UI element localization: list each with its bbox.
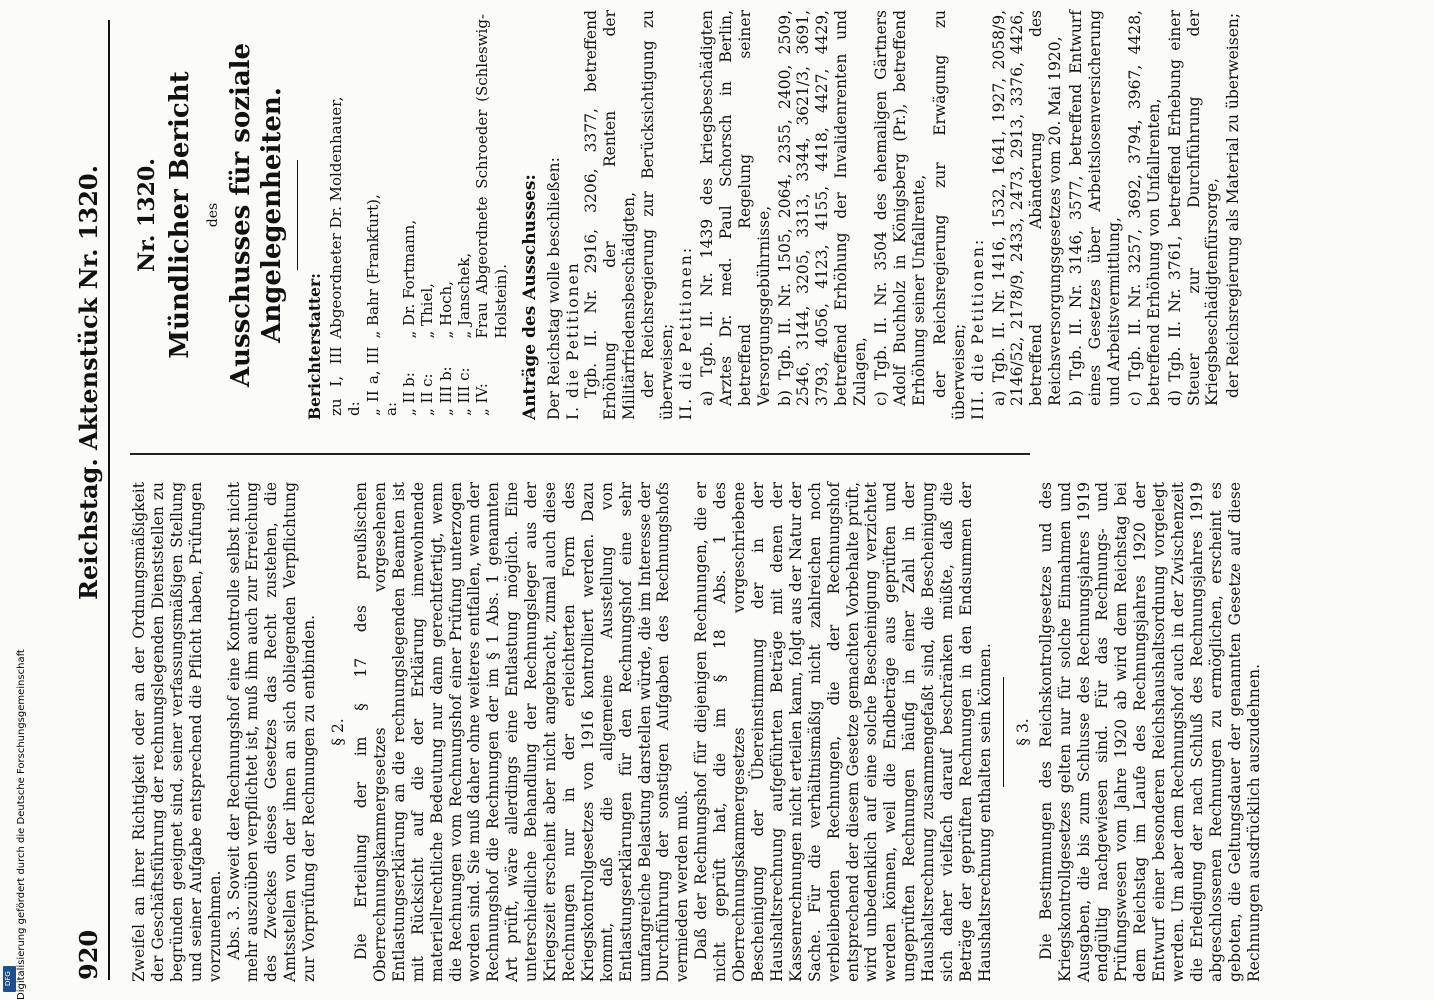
dfg-credit: Digitalisierung gefördert durch die Deutsche Forschungsgemeinschaft [16, 649, 27, 1000]
rotated-printed-page [70, 0, 1434, 1000]
document-designation: des [204, 202, 221, 228]
dfg-logo-text: DFG [4, 971, 12, 986]
section-i-heading: I. die Petitionen [563, 261, 582, 420]
section-i-decision: der Reichsregierung zur Berücksichtigung zu überweisen; [639, 10, 677, 420]
reporter-name: „ Dr. Fortmann, [400, 219, 419, 339]
dfg-logo [3, 966, 16, 992]
motions-heading: Anträge des Ausschusses: [519, 174, 540, 420]
reporter-row [418, 10, 436, 420]
petition-item: d) Tgb. II. Nr. 3761, betreffend Erhebung einer Steuer zur Durchführung der Kriegsbeschädigtenfürsorge, [1165, 10, 1222, 406]
reporter-name: Frau Abgeordnete Schroeder (Schleswig-Holstein). [473, 14, 510, 339]
section-iii-decision: der Reichsregierung als Material zu überweisen; [1224, 12, 1243, 398]
header-rule [108, 20, 110, 980]
running-title: Reichstag. Aktenstück Nr. 1320. [74, 165, 103, 600]
petition-item: a) Tgb. II. Nr. 1416, 1532, 1641, 1927, 2058/9, 2146/52, 2178/9, 2433, 2473, 2913, 3376, 4426, betreffend Abänderung des Reichsversorgungsgesetzes vom 20. Mai 1920, [989, 10, 1065, 406]
section-iii-heading: III. die Petitionen: [968, 237, 987, 420]
reporter-range: „ II a, III a: [363, 346, 400, 416]
reporter-name: „ Janschek, [455, 252, 474, 339]
section-ii-decision: der Reichsregierung zur Erwägung zu überweisen; [930, 10, 968, 420]
paragraph: Abs. 3. Soweit der Rechnungshof eine Kontrolle selbst nicht mehr auszuüben verpflichtet ist, muß ihm auch zur Erreichung des Zweckes dieses Gesetzes das Recht zustehen, die Amtsstellen von der ihnen an sich obliegenden Verpflichtung zur Vorprüfung der Rechnungen zu entbinden. [224, 482, 319, 982]
section-i-text: Tgb. II. Nr. 2916, 3206, 3377, betreffend Erhöhung der Renten der Militärfriedensbeschädigten, [582, 10, 639, 420]
petition-item: c) Tgb. II. Nr. 3257, 3692, 3794, 3967, 4428, betreffend Erhöhung von Unfallrenten, [1125, 10, 1163, 406]
petition-item: c) Tgb. II. Nr. 3504 des ehemaligen Gärtners Adolf Buchholz in Königsberg (Pr.), betreffend Erhöhung seiner Unfallrente, [872, 10, 928, 406]
reporter-row [437, 10, 455, 420]
reporter-name: „ Thiel, [418, 283, 437, 339]
reporter-range: „ III c: [455, 367, 474, 416]
petition-item: a) Tgb. II. Nr. 1439 des kriegsbeschädigten Arztes Dr. med. Paul Schorsch in Berlin, betreffend Regelung seiner Versorgungsgebührnisse, [697, 10, 773, 406]
petition-item: b) Tgb. II. Nr. 3146, 3577, betreffend Entwurf eines Gesetzes über Arbeitslosenversicherung und Arbeitsvermittlung, [1067, 10, 1123, 406]
reporter-row [400, 10, 418, 420]
reporter-name: Abgeordneter Dr. Moldenhauer, [326, 96, 345, 339]
paragraph: Die Bestimmungen des Reichskontrollgesetzes und des Kriegskontrollgesetzes gelten nur für solche Einnahmen und Ausgaben, die bis zum Schlusse des Rechnungsjahres 1919 endgültig nachgewiesen sind. Für das Rechnungs- und Prüfungswesen vom Jahre 1920 ab wird dem Reichstag bei dem Reichstag im Laufe des Rechnungsjahres 1920 der Entwurf einer besonderen Reichshaushaltsordnung vorgelegt werden. Um aber dem Rechnungshof auch in der Zwischenzeit die Erledigung der nach Schluß des Rechnungsjahres 1919 abgeschlossenen Rechnungen zu ermöglichen, erscheint es geboten, die Geltungsdauer der genannten Gesetze auf diese Rechnungen ausdrücklich auszudehnen. [1036, 482, 1263, 982]
section-heading: § 2. [329, 718, 348, 746]
running-header [70, 20, 110, 980]
reporter-row [364, 10, 401, 420]
document-number: Nr. 1320. [134, 158, 160, 272]
reporter-range: zu I, III d: [326, 346, 364, 416]
reporter-row [327, 10, 364, 420]
reporter-name: „ Bahr (Frankfurt), [363, 194, 382, 339]
motions-intro: Der Reichstag wolle beschließen: [544, 157, 563, 420]
page-number: 920 [74, 929, 103, 980]
section-heading: § 3. [1013, 718, 1032, 746]
committee-title: Ausschusses für soziale Angelegenheiten. [225, 42, 288, 388]
reporter-range: „ III b: [436, 366, 455, 416]
reporter-row [455, 10, 473, 420]
reporter-range: „ II b: [400, 372, 419, 416]
paragraph: Zweifel an ihrer Richtigkeit oder an der Ordnungsmäßigkeit der Geschäftsführung der rechnungslegenden Dienststellen zu begründen geeignet sind, seiner verfassungsmäßigen Stellung und seiner Aufgabe entsprechend die Pflicht haben, Prüfungen vorzunehmen. [130, 482, 224, 982]
petition-item: b) Tgb. II. Nr. 1505, 2064, 2355, 2400, 2509, 2546, 3144, 3205, 3313, 3344, 3621/3, 3691, 3793, 4056, 4123, 4155, 4418, 4427, 4429, betreffend Erhöhung der Invalidenrenten und Zulagen, [775, 10, 870, 406]
right-column [130, 10, 1243, 420]
left-column [130, 482, 1264, 982]
paragraph: Daß der Rechnungshof für diejenigen Rechnungen, die er nicht geprüft hat, die im § 18 Abs. 1 des Oberrechnungskammergesetzes vorgeschriebene Bescheinigung der Übereinstimmung der in der Haushaltsrechnung aufgeführten Beträge mit denen der Kassenrechnungen nicht erteilen kann, folgt aus der Natur der Sache. Für die verhältnismäßig nicht zahlreichen noch verbleibenden Rechnungen, die der Rechnungshof entsprechend der diesem Gesetze gemachten Vorbehalte prüft, wird unbedenklich auf eine solche Bescheinigung verzichtet werden können, weil die Endbeträge aus geprüften und ungeprüften Rechnungen häufig in einer Zahl in der Haushaltsrechnung zusammengefaßt sind, die Bescheinigung sich daher vielfach darauf beschränken müßte, daß die Beträge der geprüften Rechnungen in den Endsummen der Haushaltsrechnung enthalten sein können. [692, 482, 994, 982]
reporters-heading: Berichterstatter: [305, 273, 325, 420]
reporter-row [473, 10, 510, 420]
separator-rule [1003, 677, 1004, 787]
paragraph: Die Erteilung der im § 17 des preußischen Oberrechnungskammergesetzes vorgesehenen Entlastungserklärung an die rechnungslegenden Beamten ist mit Rücksicht auf die der Erklärung innewohnende materiellrechtliche Bedeutung nur dann gerechtfertigt, wenn die Rechnungen vom Rechnungshof einer Prüfung unterzogen worden sind. Sie muß daher ohne weiteres entfallen, wenn der Rechnungshof die Rechnungen der im § 1 Abs. 1 genannten Art prüft, wäre allerdings eine Entlastung möglich. Eine unterschiedliche Behandlung der Rechnungsleger aus der Kriegszeit erscheint aber nicht angebracht, zumal auch diese Rechnungen nur in der erleichterten Form des Kriegskontrollgesetzes von 1916 kontrolliert werden. Dazu kommt, daß die allgemeine Ausstellung von Entlastungserklärungen für den Rechnungshof eine sehr umfangreiche Belastung darstellen würde, die im Interesse der Durchführung der sonstigen Aufgaben des Rechnungshofs vermieden werden muß. [351, 482, 692, 982]
reporter-range: „ IV: [473, 383, 492, 416]
reporter-name: „ Hoch, [436, 281, 455, 339]
reporters-table [327, 10, 510, 420]
reporter-range: „ II c: [418, 373, 437, 416]
separator-rule [297, 160, 298, 270]
section-ii-heading: II. die Petitionen: [677, 245, 696, 420]
document-title: Mündlicher Bericht [164, 71, 195, 359]
column-divider [130, 453, 1030, 455]
digitization-footer [0, 600, 28, 1000]
